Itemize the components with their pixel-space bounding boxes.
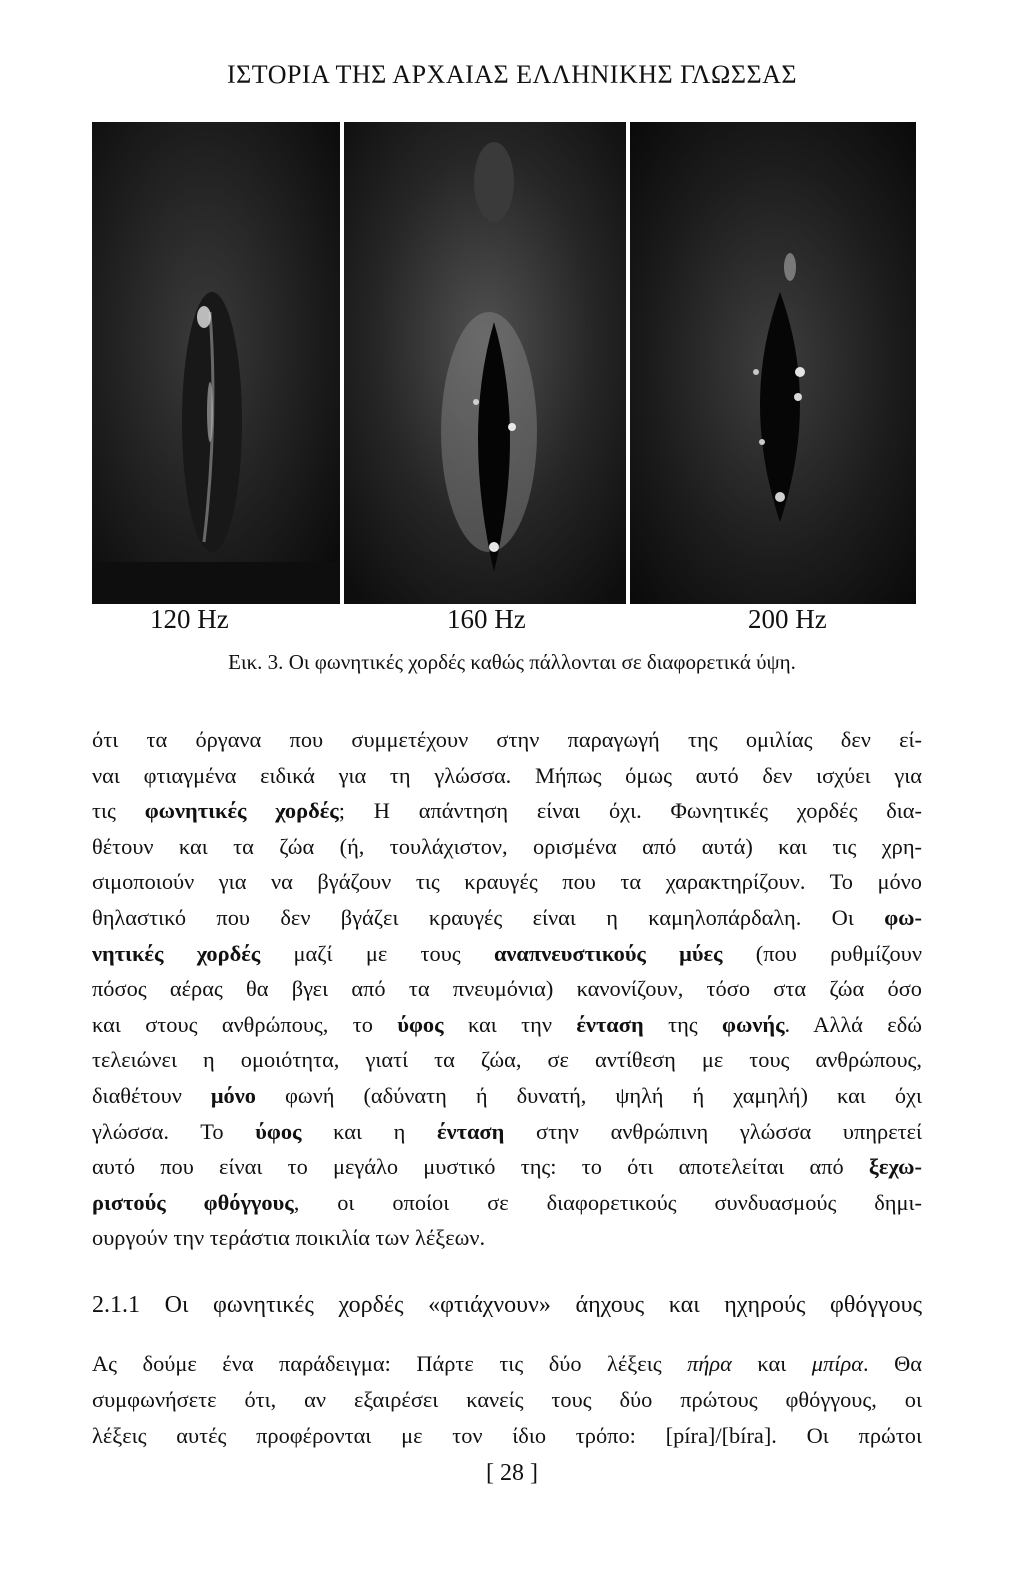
text-line: αυτό που είναι το μεγάλο μυστικό της: το ότι αποτελείται από ξεχω- [92,1154,922,1180]
frequency-label-200hz: 200 Hz [748,604,827,634]
text-line: Ας δούμε ένα παράδειγμα: Πάρτε τις δύο λέξεις πήρα και μπίρα. Θα [92,1351,922,1376]
caption-text: Οι φωνητικές χορδές καθώς πάλλονται σε διαφορετικά ύψη. [288,650,796,674]
running-head: ΙΣΤΟΡΙΑ ΤΗΣ ΑΡΧΑΙΑΣ ΕΛΛΗΝΙΚΗΣ ΓΛΩΣΣΑΣ [226,60,798,89]
text-line: σιμοποιούν για να βγάζουν τις κραυγές που τα χαρακτηρίζουν. Το μόνο [92,869,922,895]
caption-label: Εικ. 3. [228,650,284,674]
figure-caption [0,650,1024,675]
bold-term: μόνο [210,1082,256,1108]
bold-term: ριστούς φθόγγους [92,1189,294,1215]
text-line: θηλαστικό που δεν βγάζει κραυγές είναι η καμηλοπάρδαλη. Οι φω- [92,904,922,930]
text-line: συμφωνήσετε ότι, αν εξαιρέσει κανείς τους δύο πρώτους φθόγγους, οι [92,1387,922,1412]
text-line: θέτουν και τα ζώα (ή, τουλάχιστον, ορισμένα από αυτά) και τις χρη- [92,833,922,859]
bold-term: φωνής [722,1011,785,1037]
text-line: πόσος αέρας θα βγει από τα πνευμόνια) κανονίζουν, τόσο στα ζώα όσο [92,976,922,1002]
body-paragraph [92,722,922,1256]
frequency-label-160hz: 160 Hz [447,604,526,634]
vocal-folds-photo-120hz [92,122,340,604]
text-line: και στους ανθρώπους, το ύφος και την ένταση της φωνής. Αλλά εδώ [92,1011,922,1037]
text-line: διαθέτουν μόνο φωνή (αδύνατη ή δυνατή, ψηλή ή χαμηλή) και όχι [92,1082,923,1108]
text-line: ουργούν την τεράστια ποικιλία των λέξεων. [92,1225,486,1251]
text-line: τις φωνητικές χορδές; Η απάντηση είναι όχι. Φωνητικές χορδές δια- [92,798,922,824]
section-heading: 2.1.1 Οι φωνητικές χορδές «φτιάχνουν» άηχους και ηχηρούς φθόγγους [92,1292,922,1318]
text-line: ναι φτιαγμένα ειδικά για τη γλώσσα. Μήπως όμως αυτό δεν ισχύει για [92,762,922,788]
text-line: νητικές χορδές μαζί με τους αναπνευστικούς μύες (που ρυθμίζουν [92,940,922,966]
bold-term: ύφος [397,1011,444,1037]
italic-word: μπίρα [811,1351,863,1376]
bold-term: νητικές χορδές [92,940,261,966]
bold-term: φω- [884,904,922,930]
vocal-folds-figure [92,122,916,604]
bold-term: φωνητικές χορδές [144,798,339,824]
bold-term: ένταση [437,1118,505,1144]
italic-word: πήρα [687,1351,732,1376]
text-line: γλώσσα. Το ύφος και η ένταση στην ανθρώπινη γλώσσα υπηρετεί [92,1118,923,1144]
text-line: λέξεις αυτές προφέρονται με τον ίδιο τρόπο: [píra]/[bíra]. Οι πρώτοι [92,1423,922,1448]
vocal-folds-photo-200hz [630,122,916,604]
bold-term: ένταση [576,1011,644,1037]
bold-term: ξεχω- [868,1154,922,1180]
bold-term: ύφος [255,1118,302,1144]
bold-term: αναπνευστικούς μύες [493,940,723,966]
frequency-label-120hz: 120 Hz [150,604,229,634]
text-line: ριστούς φθόγγους, οι οποίοι σε διαφορετικούς συνδυασμούς δημι- [92,1189,923,1215]
page-number: [ 28 ] [486,1460,538,1486]
text-line: ότι τα όργανα που συμμετέχουν στην παραγωγή της ομιλίας δεν εί- [92,727,922,752]
body-paragraph-2 [92,1346,922,1454]
text-line: τελειώνει η ομοιότητα, γιατί τα ζώα, σε αντίθεση με τους ανθρώπους, [92,1047,922,1073]
vocal-folds-photo-160hz [344,122,626,604]
